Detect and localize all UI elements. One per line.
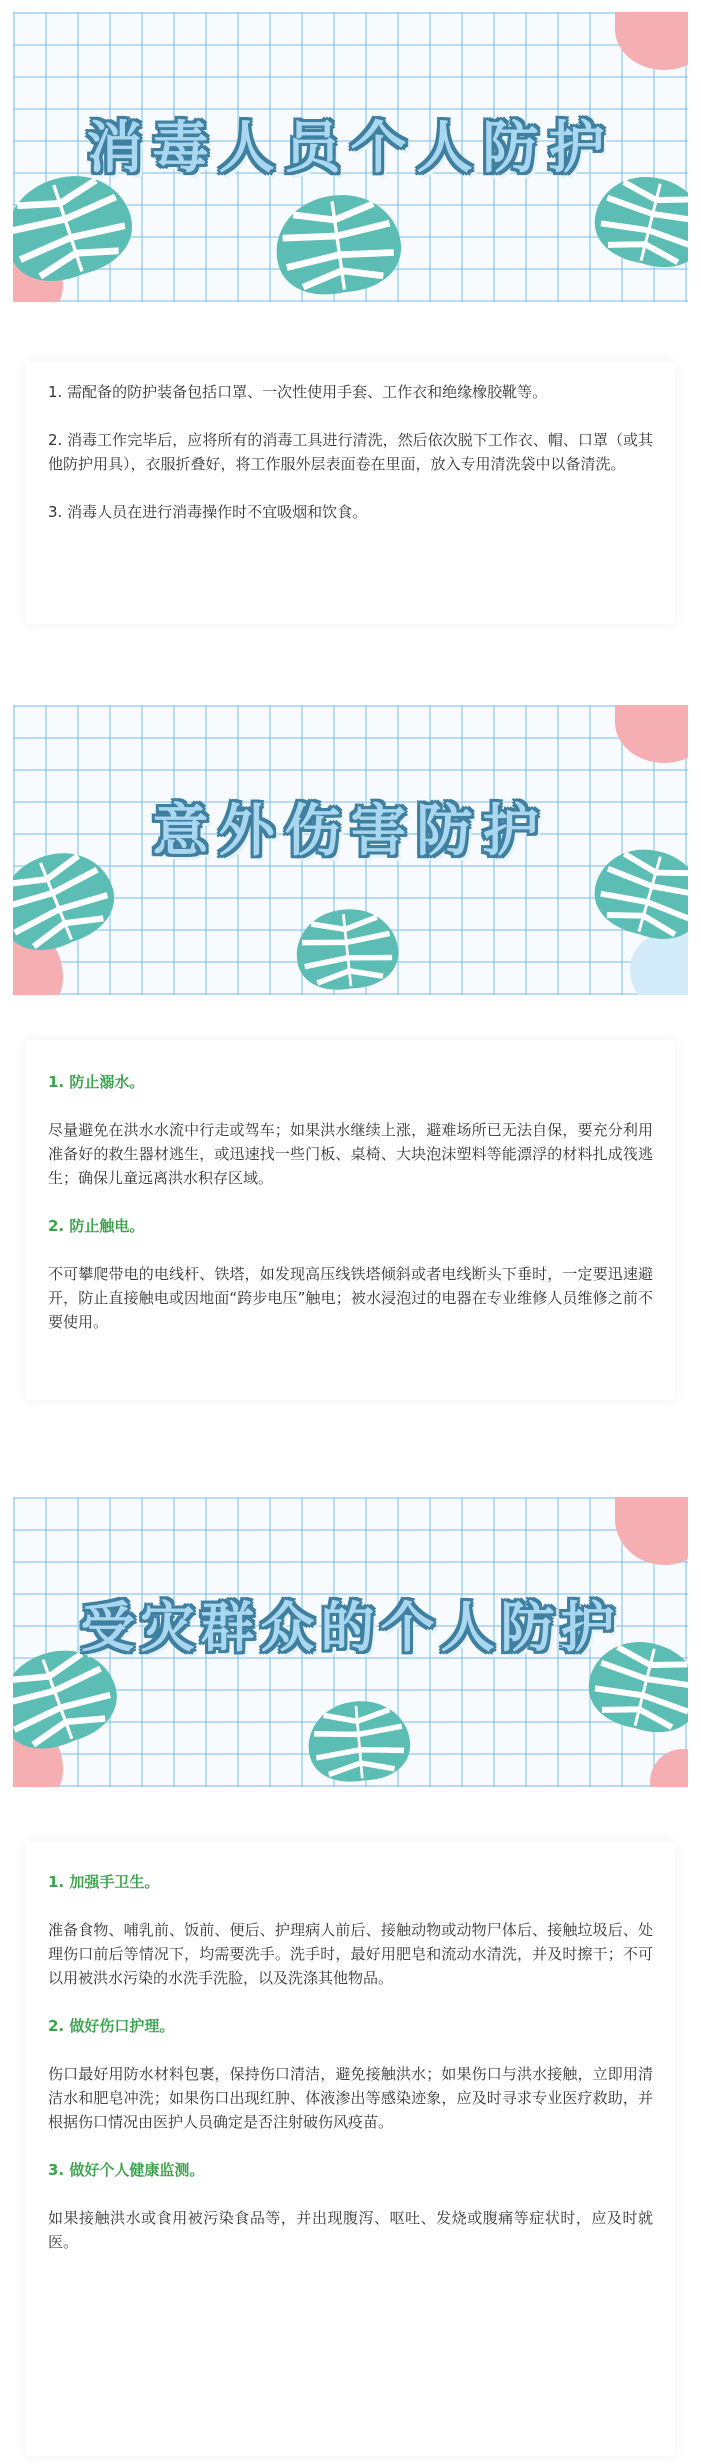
monstera-leaf-icon <box>299 1692 418 1787</box>
victim-content-card <box>26 1842 675 2456</box>
list-item: 2. 消毒工作完毕后，应将所有的消毒工具进行清洗，然后依次脱下工作衣、帽、口罩（或其他防护用具），衣服折叠好，将工作服外层表面卷在里面，放入专用清洗袋中以备清洗。 <box>48 431 653 473</box>
item-body: 不可攀爬带电的电线杆、铁塔，如发现高压线铁塔倾斜或者电线断头下垂时，一定要迅速避开，防止直接触电或因地面“跨步电压”触电；被水浸泡过的电器在专业维修人员维修之前不要使用。 <box>48 1265 653 1331</box>
banner-disinfection <box>13 12 688 302</box>
disinfection-content-card <box>26 362 675 624</box>
accident-content-card <box>26 1040 675 1400</box>
item-heading: 1. 加强手卫生。 <box>48 1873 160 1891</box>
section-title: 受灾群众的个人防护 <box>80 1596 621 1659</box>
item-heading: 3. 做好个人健康监测。 <box>48 2161 205 2179</box>
item-body: 如果接触洪水或食用被污染食品等，并出现腹泻、呕吐、发烧或腹痛等症状时，应及时就医。 <box>48 2209 653 2251</box>
item-body: 尽量避免在洪水水流中行走或驾车；如果洪水继续上涨，避难场所已无法自保，要充分利用准备好的救生器材逃生，或迅速找一些门板、桌椅、大块泡沫塑料等能漂浮的材料扎成筏逃生；确保儿童远离洪水积存区域。 <box>48 1121 653 1187</box>
section-title: 意外伤害防护 <box>152 799 549 864</box>
section-title: 消毒人员个人防护 <box>86 116 615 181</box>
banner-victim-protection <box>13 1497 688 1787</box>
item-heading: 1. 防止溺水。 <box>48 1073 145 1091</box>
list-item: 1. 需配备的防护装备包括口罩、一次性使用手套、工作衣和绝缘橡胶靴等。 <box>48 383 548 401</box>
pink-blob-decoration <box>615 12 688 70</box>
item-heading: 2. 做好伤口护理。 <box>48 2017 175 2035</box>
list-item: 3. 消毒人员在进行消毒操作时不宜吸烟和饮食。 <box>48 503 368 521</box>
item-heading: 2. 防止触电。 <box>48 1217 145 1235</box>
monstera-leaf-icon <box>287 899 408 995</box>
banner-accident-protection <box>13 705 688 995</box>
pink-blob-decoration <box>615 705 688 763</box>
pink-blob-decoration <box>615 1497 688 1565</box>
item-body: 伤口最好用防水材料包裹，保持伤口清洁，避免接触洪水；如果伤口与洪水接触，立即用清洁水和肥皂冲洗；如果伤口出现红肿、体液渗出等感染迹象，应及时寻求专业医疗救助，并根据伤口情况由医护人员确定是否注射破伤风疫苗。 <box>48 2065 653 2131</box>
pink-blob-decoration <box>650 1749 688 1787</box>
monstera-leaf-icon <box>261 181 415 302</box>
item-body: 准备食物、哺乳前、饭前、便后、护理病人前后、接触动物或动物尸体后、接触垃圾后、处理伤口前后等情况下，均需要洗手。洗手时，最好用肥皂和流动水清洗，并及时擦干；不可以用被洪水污染的水洗手洗脸，以及洗涤其他物品。 <box>48 1921 653 1987</box>
